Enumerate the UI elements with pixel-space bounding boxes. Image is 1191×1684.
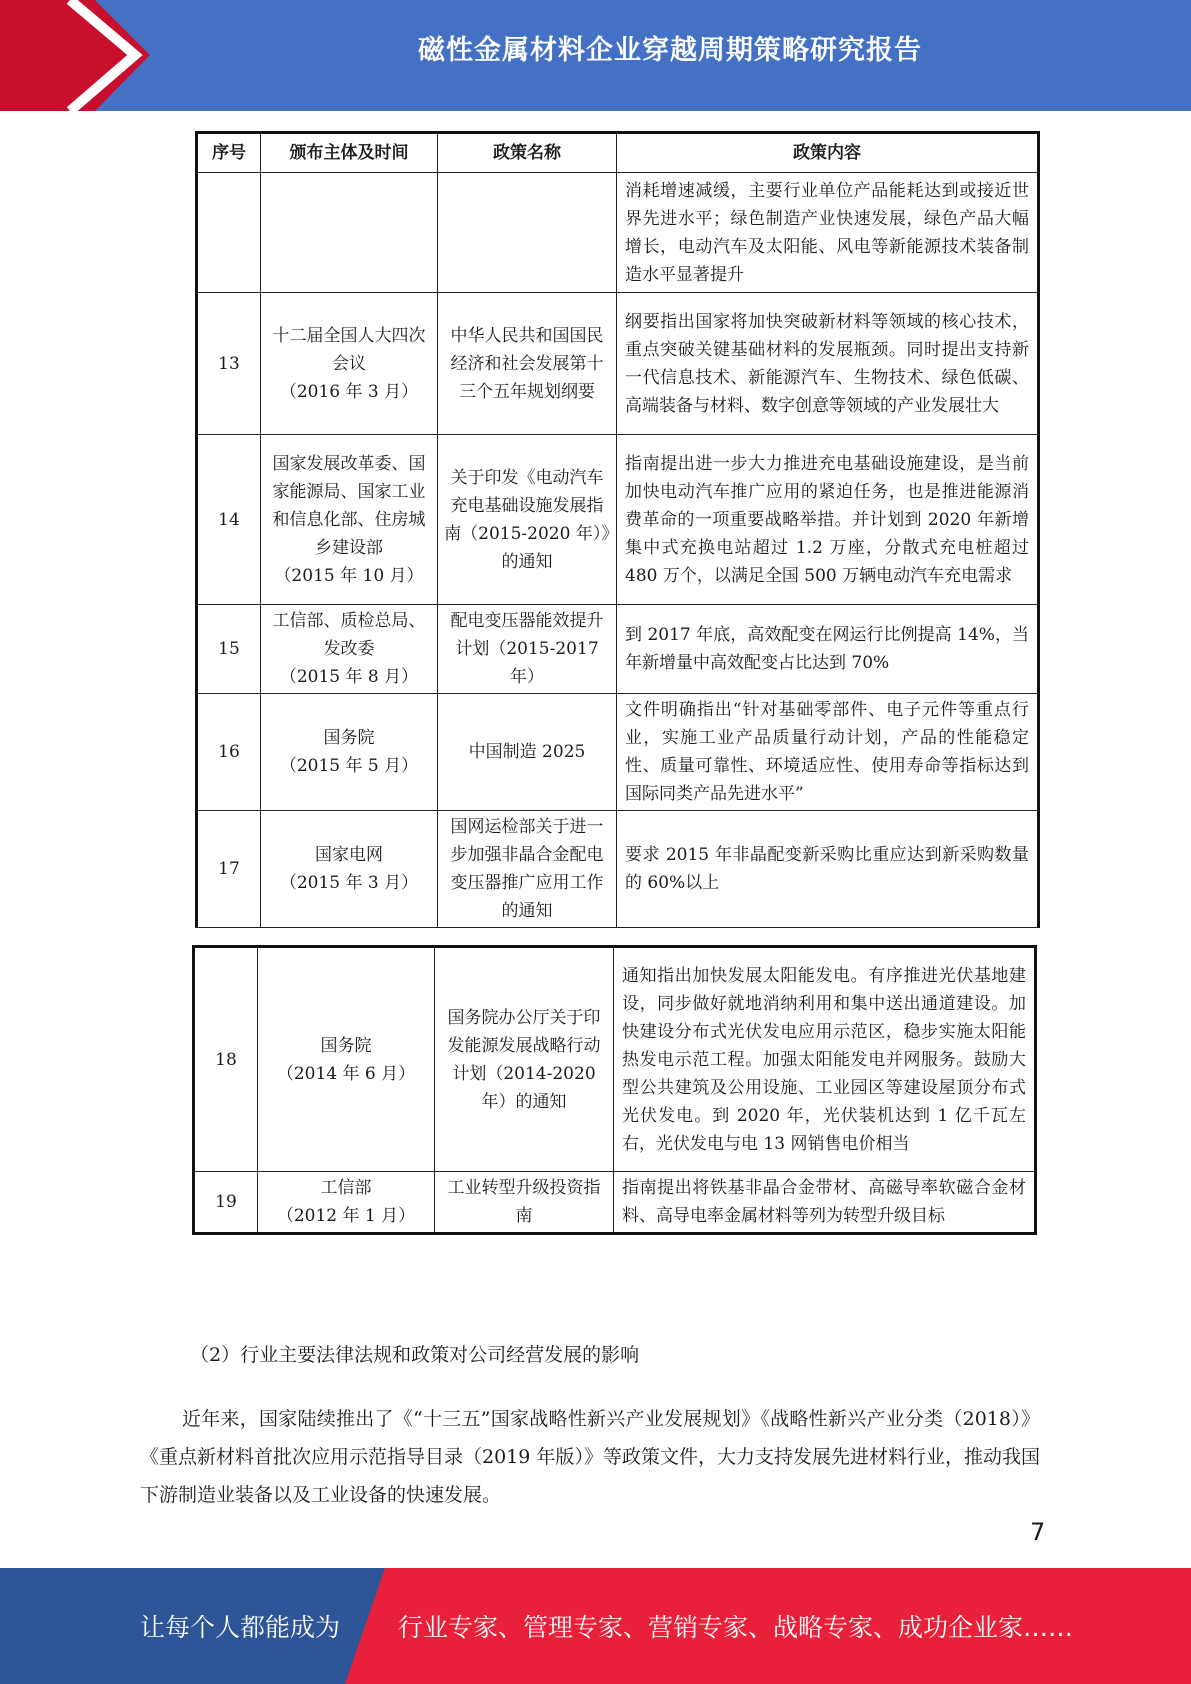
issuer-date: （2015 年 3 月）: [279, 873, 419, 893]
row-content: 要求 2015 年非晶配变新采购比重应达到新采购数量的 60%以上: [617, 811, 1039, 928]
table-row: [197, 694, 1039, 811]
table-header-row: [197, 133, 1039, 173]
row-no: 16: [197, 694, 261, 811]
issuer-date: （2012 年 1 月）: [276, 1206, 416, 1226]
row-no: 13: [197, 293, 261, 435]
row-issuer: [261, 293, 438, 435]
page-number: 7: [1030, 1518, 1046, 1546]
table-row: [194, 1172, 1036, 1234]
row-no: 15: [197, 605, 261, 694]
issuer-name: 十二届全国人大四次会议: [272, 325, 426, 374]
table-row: [197, 435, 1039, 605]
col-header-policy: 政策名称: [438, 133, 617, 173]
row-policy: 关于印发《电动汽车充电基础设施发展指南（2015-2020 年）》的通知: [438, 435, 617, 605]
row-no: 14: [197, 435, 261, 605]
row-no: 19: [194, 1172, 258, 1234]
section-paragraph: 近年来，国家陆续推出了《“十三五”国家战略性新兴产业发展规划》《战略性新兴产业分类（2018）》《重点新材料首批次应用示范指导目录（2019 年版）》等政策文件，大力支持发展先进材料行业，推动我国下游制造业装备以及工业设备的快速发展。: [140, 1408, 1040, 1506]
issuer-date: （2014 年 6 月）: [276, 1063, 416, 1084]
row-content: 纲要指出国家将加快突破新材料等领域的核心技术，重点突破关键基础材料的发展瓶颈。同时提出支持新一代信息技术、新能源汽车、生物技术、绿色低碳、高端装备与材料、数字创意等领域的产业发展壮大: [617, 293, 1039, 435]
page-header: [0, 0, 1191, 111]
issuer-name: 工信部: [320, 1178, 372, 1198]
section-subheading: （2）行业主要法律法规和政策对公司经营发展的影响: [190, 1344, 640, 1366]
row-issuer: [261, 435, 438, 605]
row-issuer: [258, 1172, 435, 1234]
row-issuer: [261, 173, 438, 293]
footer-slogan-left: 让每个人都能成为: [140, 1613, 341, 1642]
row-issuer: [261, 811, 438, 928]
row-policy: [438, 173, 617, 293]
row-no: 18: [194, 947, 258, 1172]
issuer-date: （2015 年 5 月）: [279, 756, 419, 776]
row-content: 文件明确指出“针对基础零部件、电子元件等重点行业，实施工业产品质量行动计划，产品的性能稳定性、质量可靠性、环境适应性、使用寿命等指标达到国际同类产品先进水平”: [617, 694, 1039, 811]
row-content: 指南提出进一步大力推进充电基础设施建设，是当前加快电动汽车推广应用的紧迫任务，也是推进能源消费革命的一项重要战略举措。并计划到 2020 年新增集中式充换电站超过 1.2 万座，分散式充电桩超过 480 万个，以满足全国 500 万辆电动汽车充电需求: [617, 435, 1039, 605]
row-policy: 国网运检部关于进一步加强非晶合金配电变压器推广应用工作的通知: [438, 811, 617, 928]
col-header-no: 序号: [197, 133, 261, 173]
page-footer: [0, 1568, 1191, 1684]
issuer-date: （2016 年 3 月）: [279, 381, 419, 402]
row-no: [197, 173, 261, 293]
row-policy: 中华人民共和国国民经济和社会发展第十三个五年规划纲要: [438, 293, 617, 435]
row-content: 指南提出将铁基非晶合金带材、高磁导率软磁合金材料、高导电率金属材料等列为转型升级目标: [614, 1172, 1036, 1234]
row-no: 17: [197, 811, 261, 928]
issuer-date: （2015 年 10 月）: [274, 565, 424, 586]
row-content: 到 2017 年底，高效配变在网运行比例提高 14%，当年新增量中高效配变占比达到 70%: [617, 605, 1039, 694]
table-row: [197, 173, 1039, 293]
row-content: 通知指出加快发展太阳能发电。有序推进光伏基地建设，同步做好就地消纳利用和集中送出通道建设。加快建设分布式光伏发电应用示范区，稳步实施太阳能热发电示范工程。加强太阳能发电并网服务。鼓励大型公共建筑及公用设施、工业园区等建设屋顶分布式光伏发电。到 2020 年，光伏装机达到 1 亿千瓦左右，光伏发电与电 13 网销售电价相当: [614, 947, 1036, 1172]
row-policy: 工业转型升级投资指南: [435, 1172, 614, 1234]
policy-table-part1: [195, 131, 1040, 928]
footer-slogan-right: 行业专家、管理专家、营销专家、战略专家、成功企业家……: [398, 1613, 1074, 1642]
issuer-name: 国家电网: [315, 845, 383, 865]
row-policy: 中国制造 2025: [438, 694, 617, 811]
row-content: 消耗增速减缓，主要行业单位产品能耗达到或接近世界先进水平；绿色制造产业快速发展，绿色产品大幅增长，电动汽车及太阳能、风电等新能源技术装备制造水平显著提升: [617, 173, 1039, 293]
row-issuer: [261, 694, 438, 811]
row-policy: 国务院办公厅关于印发能源发展战略行动计划（2014-2020 年）的通知: [435, 947, 614, 1172]
table-row: [194, 947, 1036, 1172]
col-header-content: 政策内容: [617, 133, 1039, 173]
table-row: [197, 811, 1039, 928]
col-header-issuer: 颁布主体及时间: [261, 133, 438, 173]
issuer-name: 国务院: [320, 1035, 372, 1056]
issuer-name: 国务院: [323, 728, 375, 748]
report-title: 磁性金属材料企业穿越周期策略研究报告: [418, 35, 922, 66]
issuer-date: （2015 年 8 月）: [279, 667, 419, 687]
row-policy: 配电变压器能效提升计划（2015-2017 年）: [438, 605, 617, 694]
table-row: [197, 605, 1039, 694]
table-row: [197, 293, 1039, 435]
row-issuer: [258, 947, 435, 1172]
row-issuer: [261, 605, 438, 694]
policy-table-part2: [192, 945, 1037, 1235]
issuer-name: 国家发展改革委、国家能源局、国家工业和信息化部、住房城乡建设部: [272, 453, 426, 558]
issuer-name: 工信部、质检总局、发改委: [272, 611, 426, 659]
